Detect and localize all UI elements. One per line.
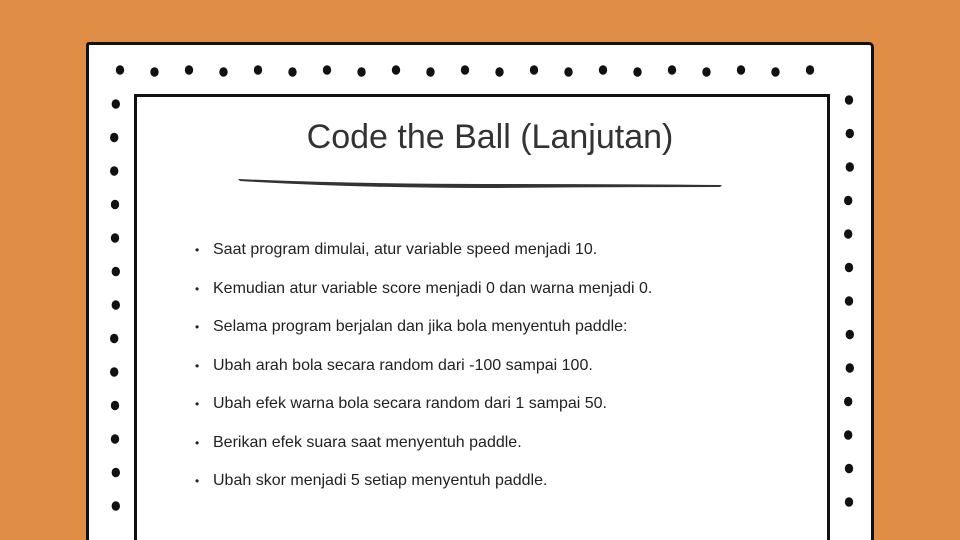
bullet-marker: • (195, 358, 200, 373)
list-item: • Ubah skor menjadi 5 setiap menyentuh paddle. (195, 472, 548, 489)
bullet-marker: • (195, 397, 200, 411)
bullet-marker: • (195, 474, 200, 488)
list-item: • Kemudian atur variable score menjadi 0 dan warna menjadi 0. (195, 279, 653, 297)
list-item: • Ubah arah bola secara random dari -100 sampai 100. (195, 356, 593, 374)
bullet-marker: • (195, 435, 200, 450)
title-underline (236, 172, 726, 192)
bullet-marker: • (195, 320, 200, 334)
list-item: • Ubah efek warna bola secara random dari 1 sampai 50. (195, 395, 607, 412)
slide-title: Code the Ball (Lanjutan) (306, 118, 674, 156)
bullet-marker: • (195, 281, 200, 296)
list-item: • Selama program berjalan dan jika bola menyentuh paddle: (195, 318, 628, 335)
list-item: • Berikan efek suara saat menyentuh paddle. (195, 433, 522, 451)
list-item: • Saat program dimulai, atur variable speed menjadi 10. (195, 241, 598, 258)
bullet-list (190, 240, 652, 510)
bullet-marker: • (195, 243, 200, 257)
